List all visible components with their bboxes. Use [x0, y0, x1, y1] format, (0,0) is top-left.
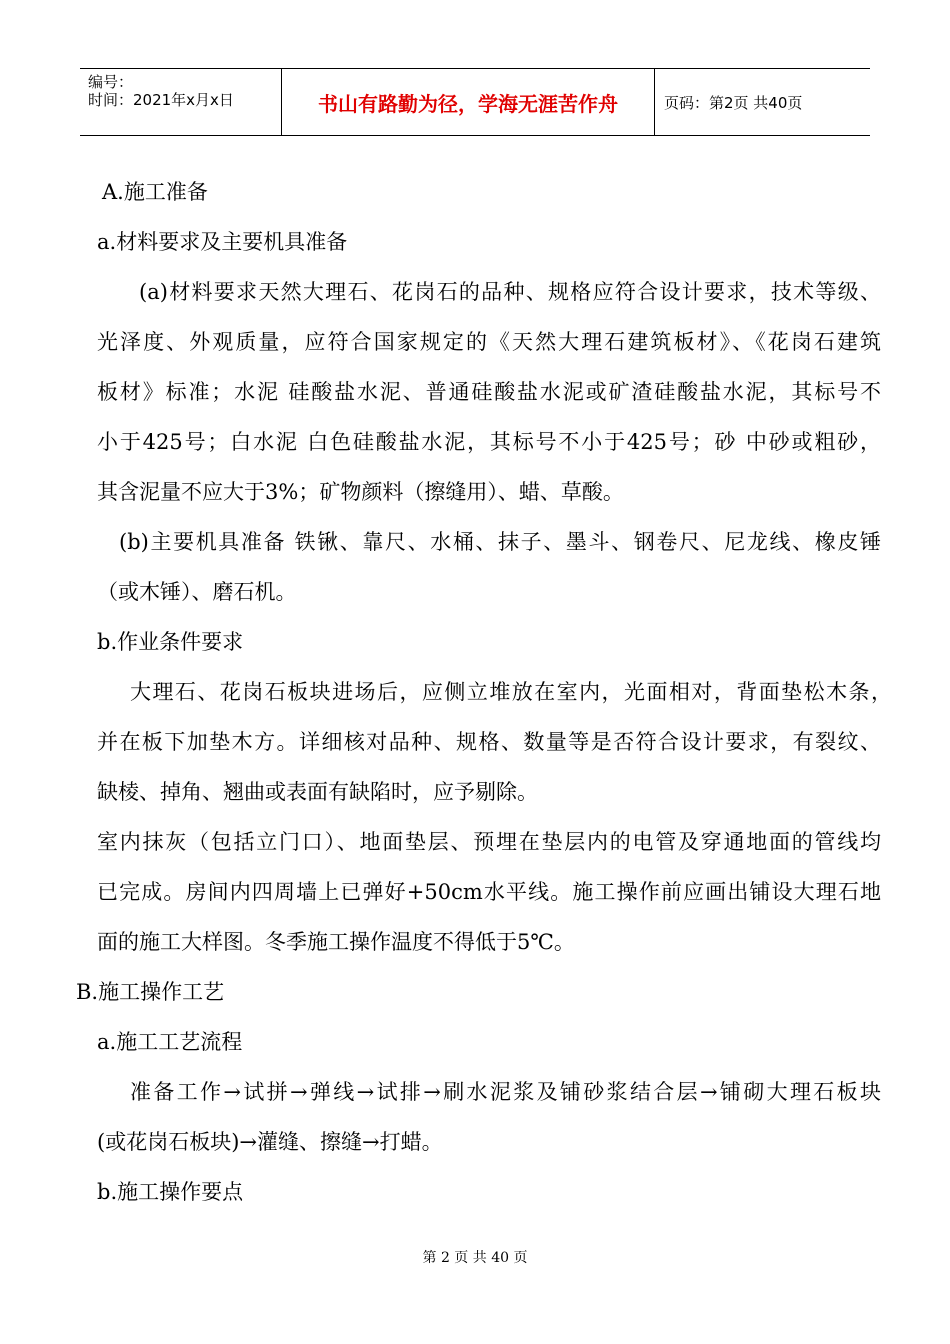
- page-footer: 第 2 页 共 40 页: [422, 1250, 528, 1266]
- paragraph-line: 室内抹灰（包括立门口）、地面垫层、预埋在垫层内的电管及穿通地面的管线均: [97, 830, 881, 854]
- paragraph-line: (a)材料要求天然大理石、花岗石的品种、规格应符合设计要求，技术等级、: [139, 280, 881, 304]
- subsection-heading: b.作业条件要求: [97, 630, 244, 654]
- paragraph-line: (或花岗石板块)→灌缝、擦缝→打蜡。: [97, 1130, 443, 1154]
- document-date: 时间：2021年x月x日: [88, 91, 234, 109]
- subsection-heading: a.施工工艺流程: [97, 1030, 243, 1054]
- paragraph-line: 板材》标准；水泥 硅酸盐水泥、普通硅酸盐水泥或矿渣硅酸盐水泥，其标号不: [97, 380, 881, 404]
- header-page-info: 页码：第2页 共40页: [664, 93, 803, 112]
- header-motto: 书山有路勤为径，学海无涯苦作舟: [318, 91, 618, 116]
- section-heading-b: B.施工操作工艺: [76, 980, 225, 1004]
- header-meta: [88, 73, 234, 109]
- paragraph-line: 准备工作→试拼→弹线→试排→刷水泥浆及铺砂浆结合层→铺砌大理石板块: [130, 1080, 881, 1104]
- paragraph-line: 其含泥量不应大于3%；矿物颜料（擦缝用）、蜡、草酸。: [97, 480, 624, 504]
- paragraph-line: 面的施工大样图。冬季施工操作温度不得低于5℃。: [97, 930, 575, 954]
- header-divider: [654, 69, 655, 135]
- section-heading-a: A.施工准备: [102, 180, 208, 204]
- document-number: 编号：: [88, 73, 134, 91]
- subsection-heading: b.施工操作要点: [97, 1180, 244, 1204]
- paragraph-line: 光泽度、外观质量，应符合国家规定的《天然大理石建筑板材》、《花岗石建筑: [97, 330, 881, 354]
- paragraph-line: 并在板下加垫木方。详细核对品种、规格、数量等是否符合设计要求，有裂纹、: [97, 730, 881, 754]
- subsection-heading: a.材料要求及主要机具准备: [97, 230, 348, 254]
- document-header: [80, 68, 870, 136]
- paragraph-line: (b)主要机具准备 铁锹、靠尺、水桶、抹子、墨斗、钢卷尺、尼龙线、橡皮锤: [119, 530, 881, 554]
- paragraph-line: 缺棱、掉角、翘曲或表面有缺陷时，应予剔除。: [97, 780, 538, 804]
- paragraph-line: 大理石、花岗石板块进场后，应侧立堆放在室内，光面相对，背面垫松木条，: [130, 680, 892, 704]
- paragraph-line: （或木锤）、磨石机。: [97, 580, 297, 604]
- paragraph-line: 已完成。房间内四周墙上已弹好+50cm水平线。施工操作前应画出铺设大理石地: [97, 880, 881, 904]
- paragraph-line: 小于425号；白水泥 白色硅酸盐水泥，其标号不小于425号；砂 中砂或粗砂，: [97, 430, 881, 454]
